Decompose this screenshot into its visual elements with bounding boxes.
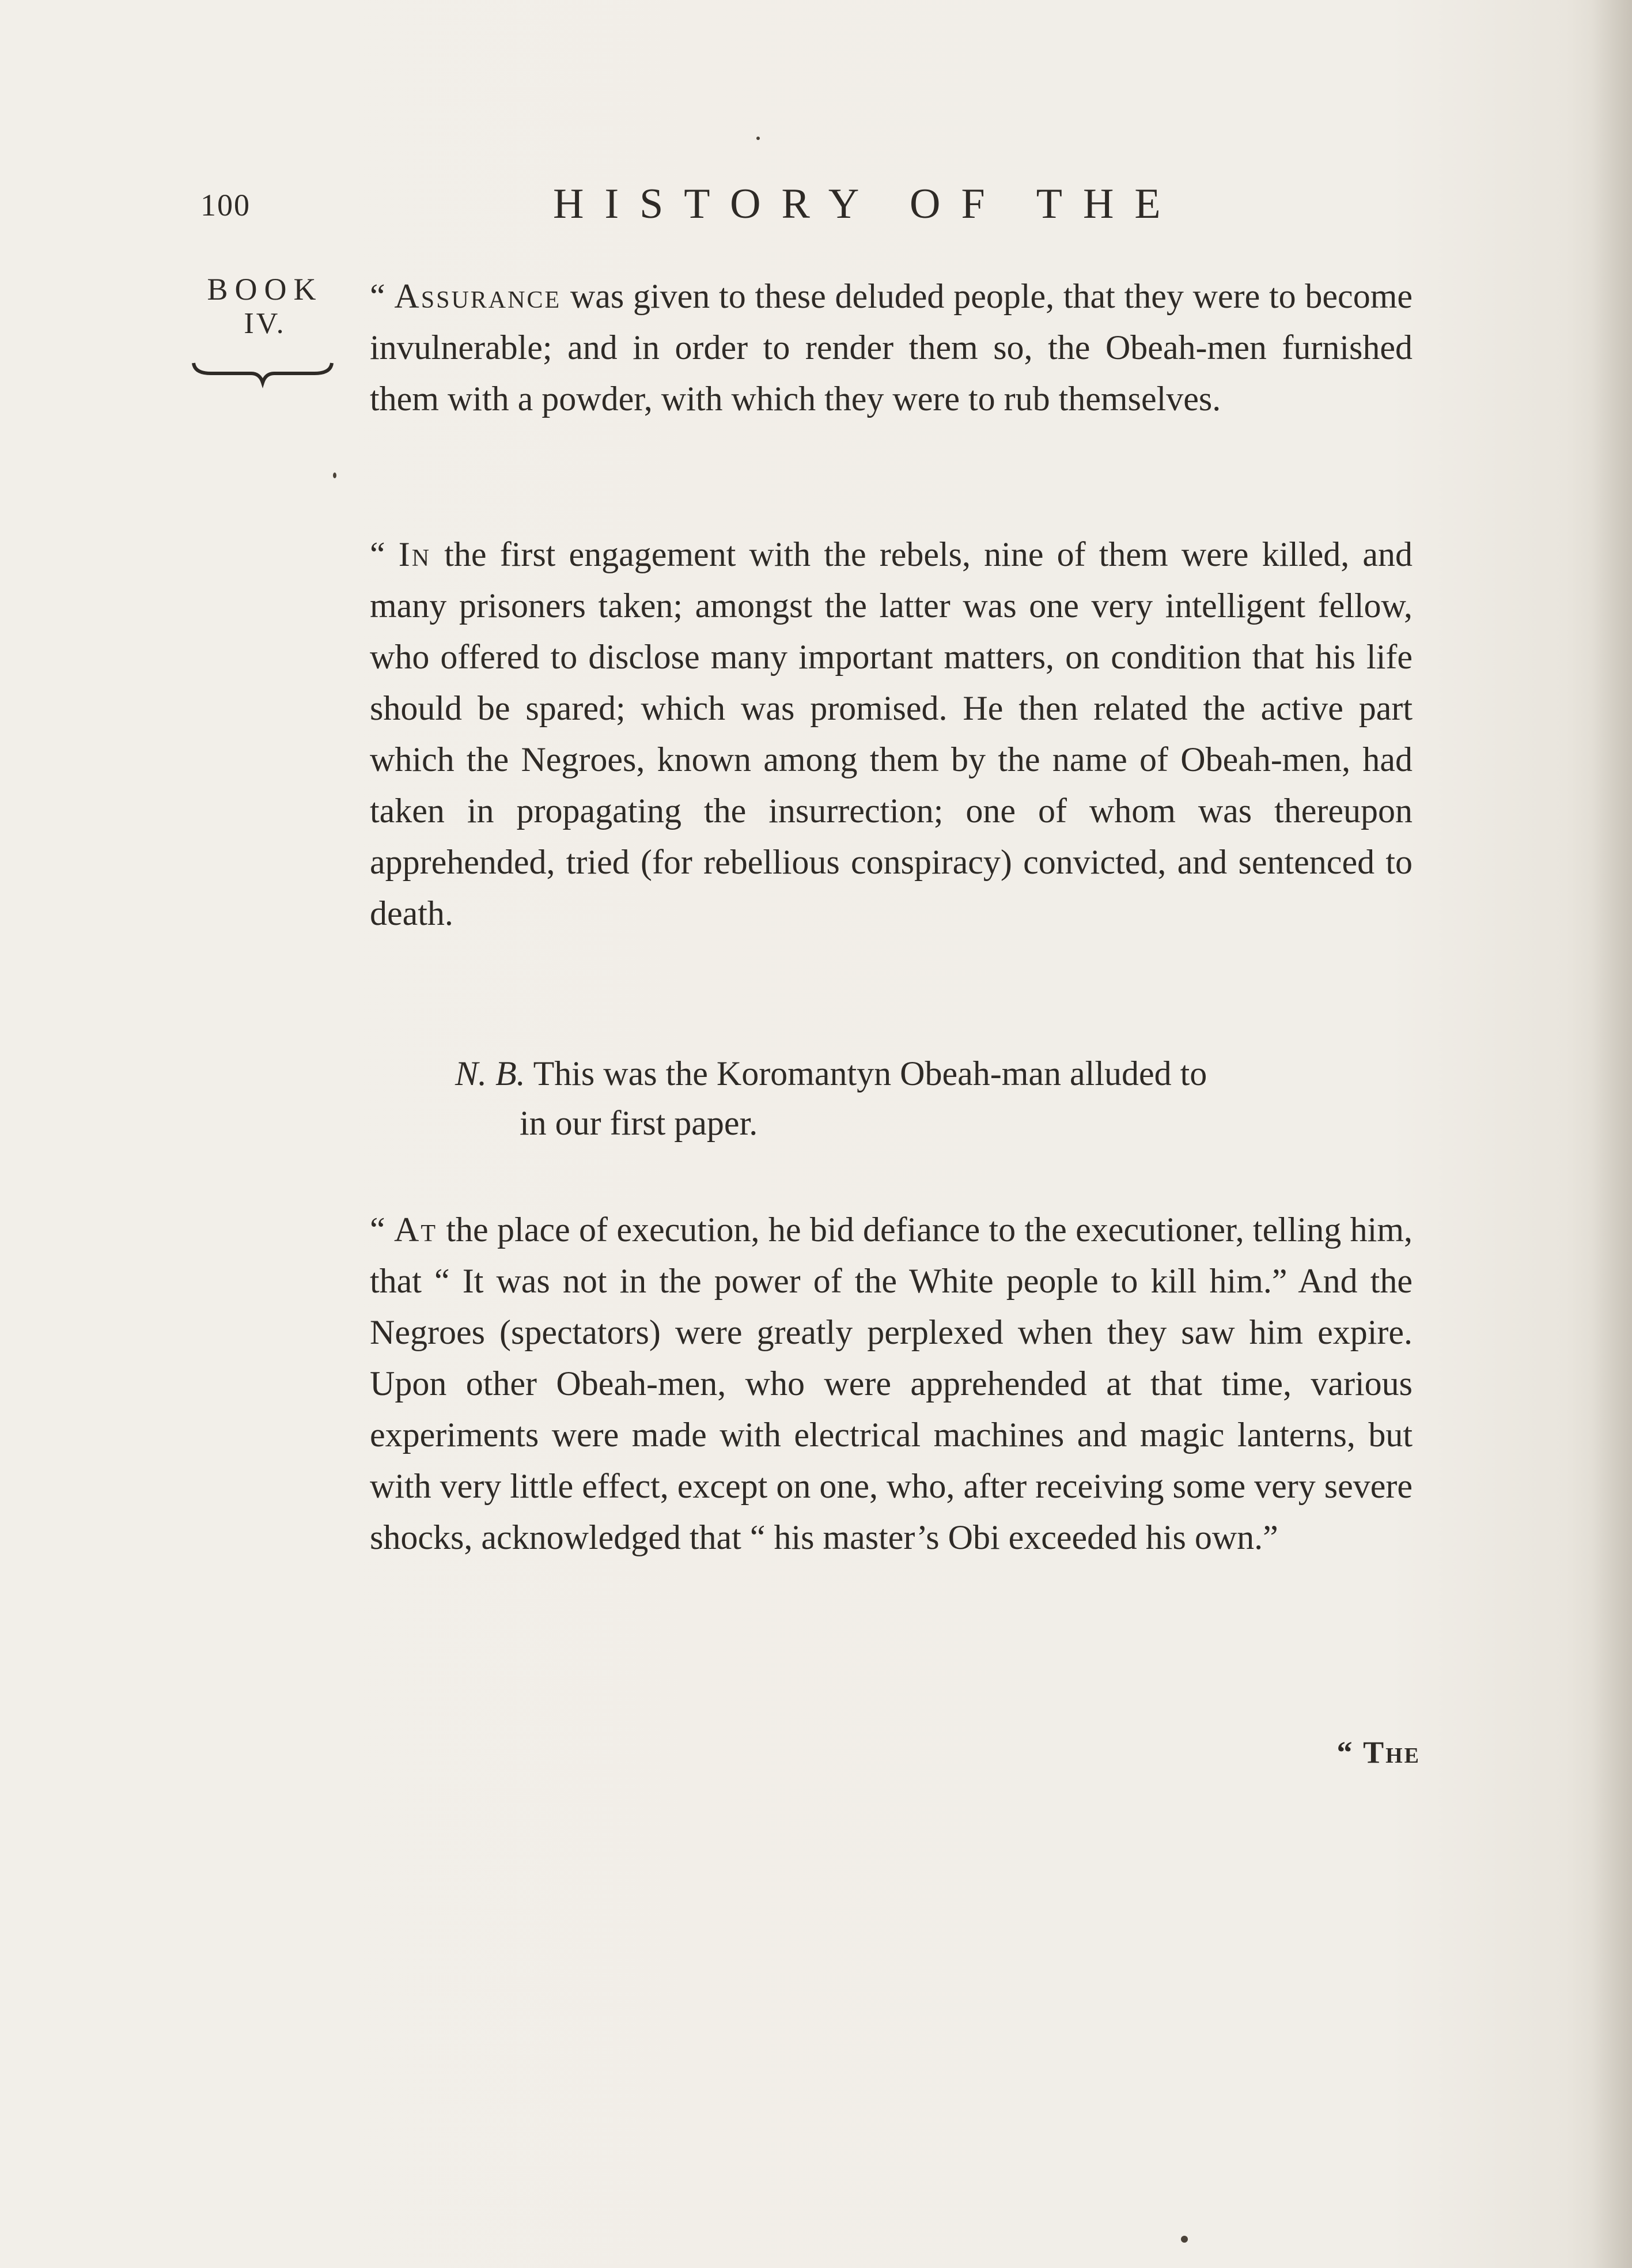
note-lead: N. B. [455, 1054, 525, 1093]
running-head: HISTORY OF THE [553, 180, 1182, 228]
note-line-2: in our first paper. [520, 1104, 758, 1142]
volume-label: IV. [244, 307, 286, 340]
lead-word: At [394, 1211, 438, 1249]
note-line-1: This was the Koromantyn Obeah-man alluded to [525, 1054, 1207, 1093]
open-quote: “ [370, 1211, 385, 1249]
open-quote: “ [370, 277, 385, 315]
margin-brace-ornament [188, 357, 338, 392]
lead-word: In [398, 535, 431, 573]
page-gutter-shadow [1592, 0, 1632, 2268]
paragraph-assurance [370, 271, 1413, 425]
paragraph-text: the first engagement with the rebels, nine of them were killed, and many prisoners taken; amongst the latter was one very intelligent fellow, who offered to disclose many important matters, on condition that his life should be spared; which was promised. He then related the active part which the Negroes, known among them by the name of Obeah-men, had taken in propagating the insurrection; one of whom was thereupon apprehended, tried (for rebellious conspiracy) convicted, and sentenced to death. [370, 535, 1413, 932]
paper-speck [333, 472, 336, 478]
nota-bene-note [455, 1049, 1411, 1148]
paragraph-first-engagement [370, 529, 1413, 939]
paragraph-text: the place of execution, he bid defiance to the executioner, telling him, that “ It was not in the power of the White people to kill him.” And the Negroes (spectators) were greatly perplexed when they saw him expire. Upon other Obeah-men, who were apprehended at that time, various experiments were made with electrical machines and magic lanterns, but with very little effect, except on one, who, after receiving some very severe shocks, acknowledged that “ his master’s Obi exceeded his own.” [370, 1211, 1413, 1556]
book-label: BOOK [207, 272, 323, 307]
open-quote: “ [370, 535, 385, 573]
paragraph-text: was given to these deluded people, that they were to become invulnerable; and in order to render them so, the Obeah-men furnished them with a powder, with which they were to rub themselves. [370, 277, 1413, 418]
catchword: “ The [1336, 1735, 1421, 1770]
paper-speck [756, 137, 760, 140]
paragraph-execution [370, 1204, 1413, 1563]
paper-speck [1181, 2236, 1188, 2243]
page-number: 100 [200, 188, 251, 222]
lead-word: Assurance [394, 277, 562, 315]
margin-book-label [190, 272, 340, 341]
